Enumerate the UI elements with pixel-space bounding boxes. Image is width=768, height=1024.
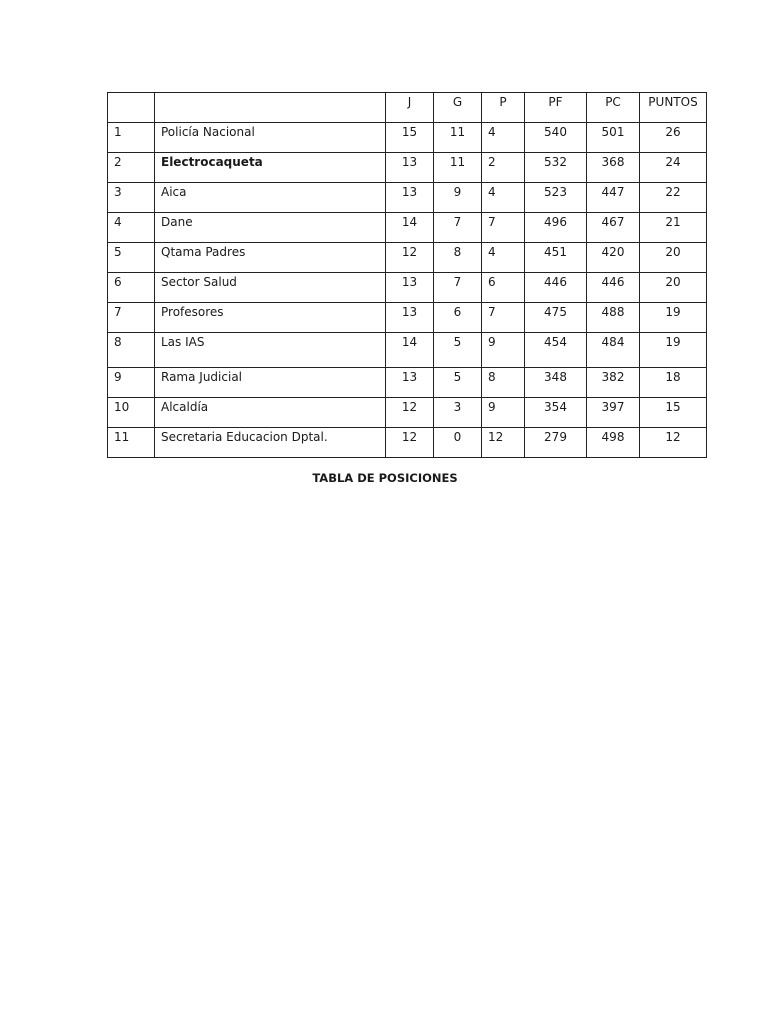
cell-g: 7 bbox=[434, 213, 482, 243]
cell-puntos: 20 bbox=[640, 273, 707, 303]
header-team bbox=[155, 93, 386, 123]
cell-pos: 6 bbox=[108, 273, 155, 303]
cell-team: Las IAS bbox=[155, 333, 386, 368]
cell-pf: 451 bbox=[525, 243, 587, 273]
cell-j: 14 bbox=[386, 213, 434, 243]
cell-pc: 382 bbox=[587, 368, 640, 398]
header-pc: PC bbox=[587, 93, 640, 123]
cell-p: 9 bbox=[482, 333, 525, 368]
cell-p: 6 bbox=[482, 273, 525, 303]
cell-j: 12 bbox=[386, 428, 434, 458]
cell-pos: 5 bbox=[108, 243, 155, 273]
header-p: P bbox=[482, 93, 525, 123]
cell-pc: 420 bbox=[587, 243, 640, 273]
cell-pc: 488 bbox=[587, 303, 640, 333]
cell-team: Profesores bbox=[155, 303, 386, 333]
cell-g: 6 bbox=[434, 303, 482, 333]
cell-pf: 354 bbox=[525, 398, 587, 428]
cell-team: Secretaria Educacion Dptal. bbox=[155, 428, 386, 458]
table-caption: TABLA DE POSICIONES bbox=[312, 471, 458, 485]
cell-j: 13 bbox=[386, 153, 434, 183]
table-row bbox=[108, 333, 707, 368]
table-row bbox=[108, 273, 707, 303]
cell-pf: 279 bbox=[525, 428, 587, 458]
cell-pf: 532 bbox=[525, 153, 587, 183]
cell-pos: 10 bbox=[108, 398, 155, 428]
standings-table-body bbox=[108, 93, 707, 458]
cell-j: 13 bbox=[386, 303, 434, 333]
cell-pc: 498 bbox=[587, 428, 640, 458]
cell-team: Policía Nacional bbox=[155, 123, 386, 153]
cell-g: 9 bbox=[434, 183, 482, 213]
cell-pf: 446 bbox=[525, 273, 587, 303]
cell-pf: 475 bbox=[525, 303, 587, 333]
cell-pos: 7 bbox=[108, 303, 155, 333]
table-row bbox=[108, 428, 707, 458]
header-puntos: PUNTOS bbox=[640, 93, 707, 123]
cell-p: 12 bbox=[482, 428, 525, 458]
cell-g: 5 bbox=[434, 368, 482, 398]
cell-j: 14 bbox=[386, 333, 434, 368]
cell-g: 3 bbox=[434, 398, 482, 428]
cell-team: Alcaldía bbox=[155, 398, 386, 428]
cell-team: Aica bbox=[155, 183, 386, 213]
cell-p: 4 bbox=[482, 123, 525, 153]
cell-puntos: 26 bbox=[640, 123, 707, 153]
cell-g: 0 bbox=[434, 428, 482, 458]
cell-puntos: 24 bbox=[640, 153, 707, 183]
header-row bbox=[108, 93, 707, 123]
cell-p: 2 bbox=[482, 153, 525, 183]
cell-p: 4 bbox=[482, 183, 525, 213]
cell-pf: 540 bbox=[525, 123, 587, 153]
cell-pos: 11 bbox=[108, 428, 155, 458]
cell-puntos: 19 bbox=[640, 333, 707, 368]
cell-pos: 9 bbox=[108, 368, 155, 398]
header-g: G bbox=[434, 93, 482, 123]
cell-puntos: 19 bbox=[640, 303, 707, 333]
cell-team: Qtama Padres bbox=[155, 243, 386, 273]
cell-p: 7 bbox=[482, 213, 525, 243]
cell-team: Dane bbox=[155, 213, 386, 243]
header-pf: PF bbox=[525, 93, 587, 123]
cell-j: 13 bbox=[386, 183, 434, 213]
header-j: J bbox=[386, 93, 434, 123]
cell-puntos: 15 bbox=[640, 398, 707, 428]
cell-g: 5 bbox=[434, 333, 482, 368]
table-row bbox=[108, 368, 707, 398]
cell-j: 13 bbox=[386, 273, 434, 303]
cell-puntos: 21 bbox=[640, 213, 707, 243]
cell-g: 7 bbox=[434, 273, 482, 303]
cell-g: 11 bbox=[434, 153, 482, 183]
cell-g: 8 bbox=[434, 243, 482, 273]
cell-pc: 368 bbox=[587, 153, 640, 183]
table-row bbox=[108, 213, 707, 243]
standings-table bbox=[107, 92, 707, 458]
table-row bbox=[108, 183, 707, 213]
cell-pf: 496 bbox=[525, 213, 587, 243]
cell-pc: 501 bbox=[587, 123, 640, 153]
cell-puntos: 12 bbox=[640, 428, 707, 458]
cell-pos: 2 bbox=[108, 153, 155, 183]
cell-pc: 484 bbox=[587, 333, 640, 368]
cell-pc: 467 bbox=[587, 213, 640, 243]
cell-pos: 1 bbox=[108, 123, 155, 153]
cell-pf: 454 bbox=[525, 333, 587, 368]
cell-p: 9 bbox=[482, 398, 525, 428]
header-pos bbox=[108, 93, 155, 123]
cell-pos: 8 bbox=[108, 333, 155, 368]
cell-team: Rama Judicial bbox=[155, 368, 386, 398]
cell-p: 8 bbox=[482, 368, 525, 398]
cell-pc: 446 bbox=[587, 273, 640, 303]
cell-j: 12 bbox=[386, 398, 434, 428]
cell-p: 7 bbox=[482, 303, 525, 333]
table-row bbox=[108, 243, 707, 273]
cell-pc: 397 bbox=[587, 398, 640, 428]
cell-j: 15 bbox=[386, 123, 434, 153]
table-row bbox=[108, 303, 707, 333]
cell-j: 13 bbox=[386, 368, 434, 398]
cell-team: Sector Salud bbox=[155, 273, 386, 303]
cell-pc: 447 bbox=[587, 183, 640, 213]
cell-team: Electrocaqueta bbox=[155, 153, 386, 183]
cell-pf: 523 bbox=[525, 183, 587, 213]
cell-pos: 3 bbox=[108, 183, 155, 213]
cell-puntos: 20 bbox=[640, 243, 707, 273]
cell-puntos: 22 bbox=[640, 183, 707, 213]
cell-p: 4 bbox=[482, 243, 525, 273]
cell-puntos: 18 bbox=[640, 368, 707, 398]
cell-pf: 348 bbox=[525, 368, 587, 398]
cell-pos: 4 bbox=[108, 213, 155, 243]
cell-j: 12 bbox=[386, 243, 434, 273]
table-row bbox=[108, 123, 707, 153]
cell-g: 11 bbox=[434, 123, 482, 153]
table-row bbox=[108, 398, 707, 428]
table-row bbox=[108, 153, 707, 183]
